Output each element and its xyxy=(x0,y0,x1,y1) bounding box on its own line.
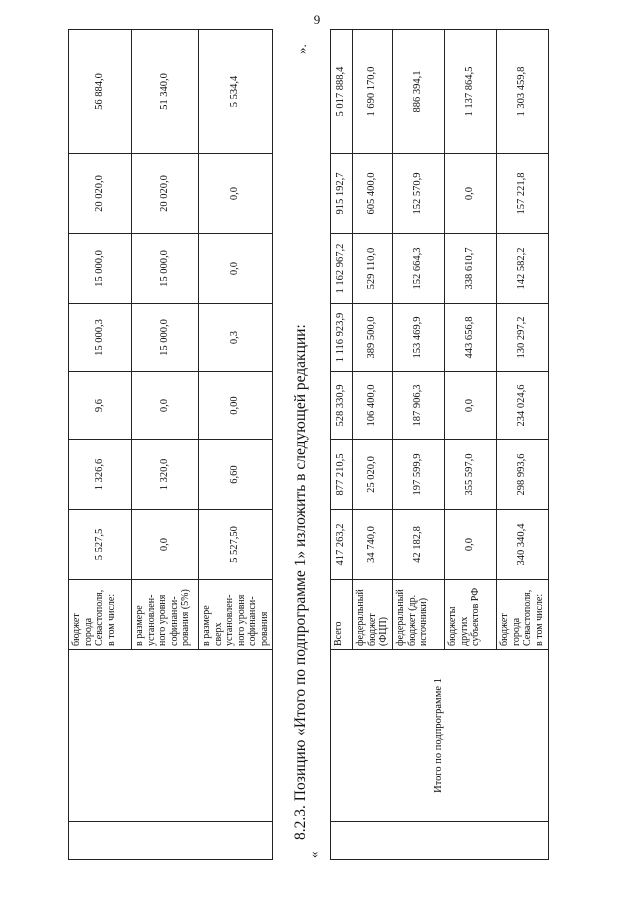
value-cell: 152 570,9 xyxy=(393,154,445,234)
value-cell: 56 884,0 xyxy=(69,30,132,154)
row-label: бюджет города Севастополя, в том числе: xyxy=(69,580,132,650)
value-cell: 5 527,5 xyxy=(69,510,132,580)
row-label: федеральный бюджет (др. источники) xyxy=(393,580,445,650)
value-cell: 605 400,0 xyxy=(353,154,393,234)
value-cell: 0,0 xyxy=(199,234,273,304)
value-cell: 25 020,0 xyxy=(353,440,393,510)
value-cell: 298 993,6 xyxy=(497,440,549,510)
value-cell: 1 116 923,9 xyxy=(331,304,353,372)
top-table xyxy=(68,29,273,860)
bottom-table xyxy=(330,29,549,860)
value-cell: 443 656,8 xyxy=(445,304,497,372)
value-cell: 877 210,5 xyxy=(331,440,353,510)
value-cell: 0,0 xyxy=(445,510,497,580)
blank-cell xyxy=(69,650,273,822)
row-label: в размере установлен-ного уровня софинанси-рования (5%) xyxy=(132,580,199,650)
table-row xyxy=(69,30,132,860)
value-cell: 234 024,6 xyxy=(497,372,549,440)
value-cell: 5 534,4 xyxy=(199,30,273,154)
table-row xyxy=(331,30,353,860)
value-cell: 152 664,3 xyxy=(393,234,445,304)
value-cell: 142 582,2 xyxy=(497,234,549,304)
blank-cell xyxy=(331,822,549,860)
instruction-text: 8.2.3. Позицию «Итого по подпрограмме 1» изложить в следующей редакции: xyxy=(292,324,309,840)
value-cell: 0,0 xyxy=(445,154,497,234)
value-cell: 5 527,50 xyxy=(199,510,273,580)
row-label: бюджет города Севастополя, в том числе: xyxy=(497,580,549,650)
value-cell: 1 137 864,5 xyxy=(445,30,497,154)
value-cell: 51 340,0 xyxy=(132,30,199,154)
value-cell: 6,60 xyxy=(199,440,273,510)
value-cell: 915 192,7 xyxy=(331,154,353,234)
value-cell: 886 394,1 xyxy=(393,30,445,154)
blank-cell xyxy=(69,822,273,860)
value-cell: 1 303 459,8 xyxy=(497,30,549,154)
value-cell: 106 400,0 xyxy=(353,372,393,440)
value-cell: 20 020,0 xyxy=(132,154,199,234)
value-cell: 0,0 xyxy=(445,372,497,440)
value-cell: 0,0 xyxy=(199,154,273,234)
value-cell: 0,0 xyxy=(132,372,199,440)
value-cell: 340 340,4 xyxy=(497,510,549,580)
value-cell: 153 469,9 xyxy=(393,304,445,372)
value-cell: 34 740,0 xyxy=(353,510,393,580)
value-cell: 0,3 xyxy=(199,304,273,372)
value-cell: 42 182,8 xyxy=(393,510,445,580)
value-cell: 528 330,9 xyxy=(331,372,353,440)
value-cell: 1 162 967,2 xyxy=(331,234,353,304)
value-cell: 389 500,0 xyxy=(353,304,393,372)
value-cell: 355 597,0 xyxy=(445,440,497,510)
value-cell: 338 610,7 xyxy=(445,234,497,304)
row-label: Всего xyxy=(331,580,353,650)
value-cell: 130 297,2 xyxy=(497,304,549,372)
opening-quote: « xyxy=(306,851,321,858)
value-cell: 15 000,0 xyxy=(132,304,199,372)
row-label: бюджеты других субъектов РФ xyxy=(445,580,497,650)
rotated-landscape-content xyxy=(60,30,580,860)
value-cell: 15 000,0 xyxy=(69,234,132,304)
value-cell: 1 326,6 xyxy=(69,440,132,510)
row-label: в размере сверх установлен-ного уровня софинанси-рования xyxy=(199,580,273,650)
value-cell: 9,6 xyxy=(69,372,132,440)
value-cell: 5 017 888,4 xyxy=(331,30,353,154)
value-cell: 197 599,9 xyxy=(393,440,445,510)
group-label: Итого по подпрограмме 1 xyxy=(331,650,549,822)
value-cell: 20 020,0 xyxy=(69,154,132,234)
closing-quote: ». xyxy=(294,44,309,54)
value-cell: 0,0 xyxy=(132,510,199,580)
value-cell: 15 000,0 xyxy=(132,234,199,304)
value-cell: 157 221,8 xyxy=(497,154,549,234)
row-label: федеральный бюджет (ФЦП) xyxy=(353,580,393,650)
value-cell: 529 110,0 xyxy=(353,234,393,304)
value-cell: 1 690 170,0 xyxy=(353,30,393,154)
value-cell: 187 906,3 xyxy=(393,372,445,440)
value-cell: 0,00 xyxy=(199,372,273,440)
value-cell: 15 000,3 xyxy=(69,304,132,372)
value-cell: 417 263,2 xyxy=(331,510,353,580)
page-number: 9 xyxy=(313,12,321,27)
value-cell: 1 320,0 xyxy=(132,440,199,510)
